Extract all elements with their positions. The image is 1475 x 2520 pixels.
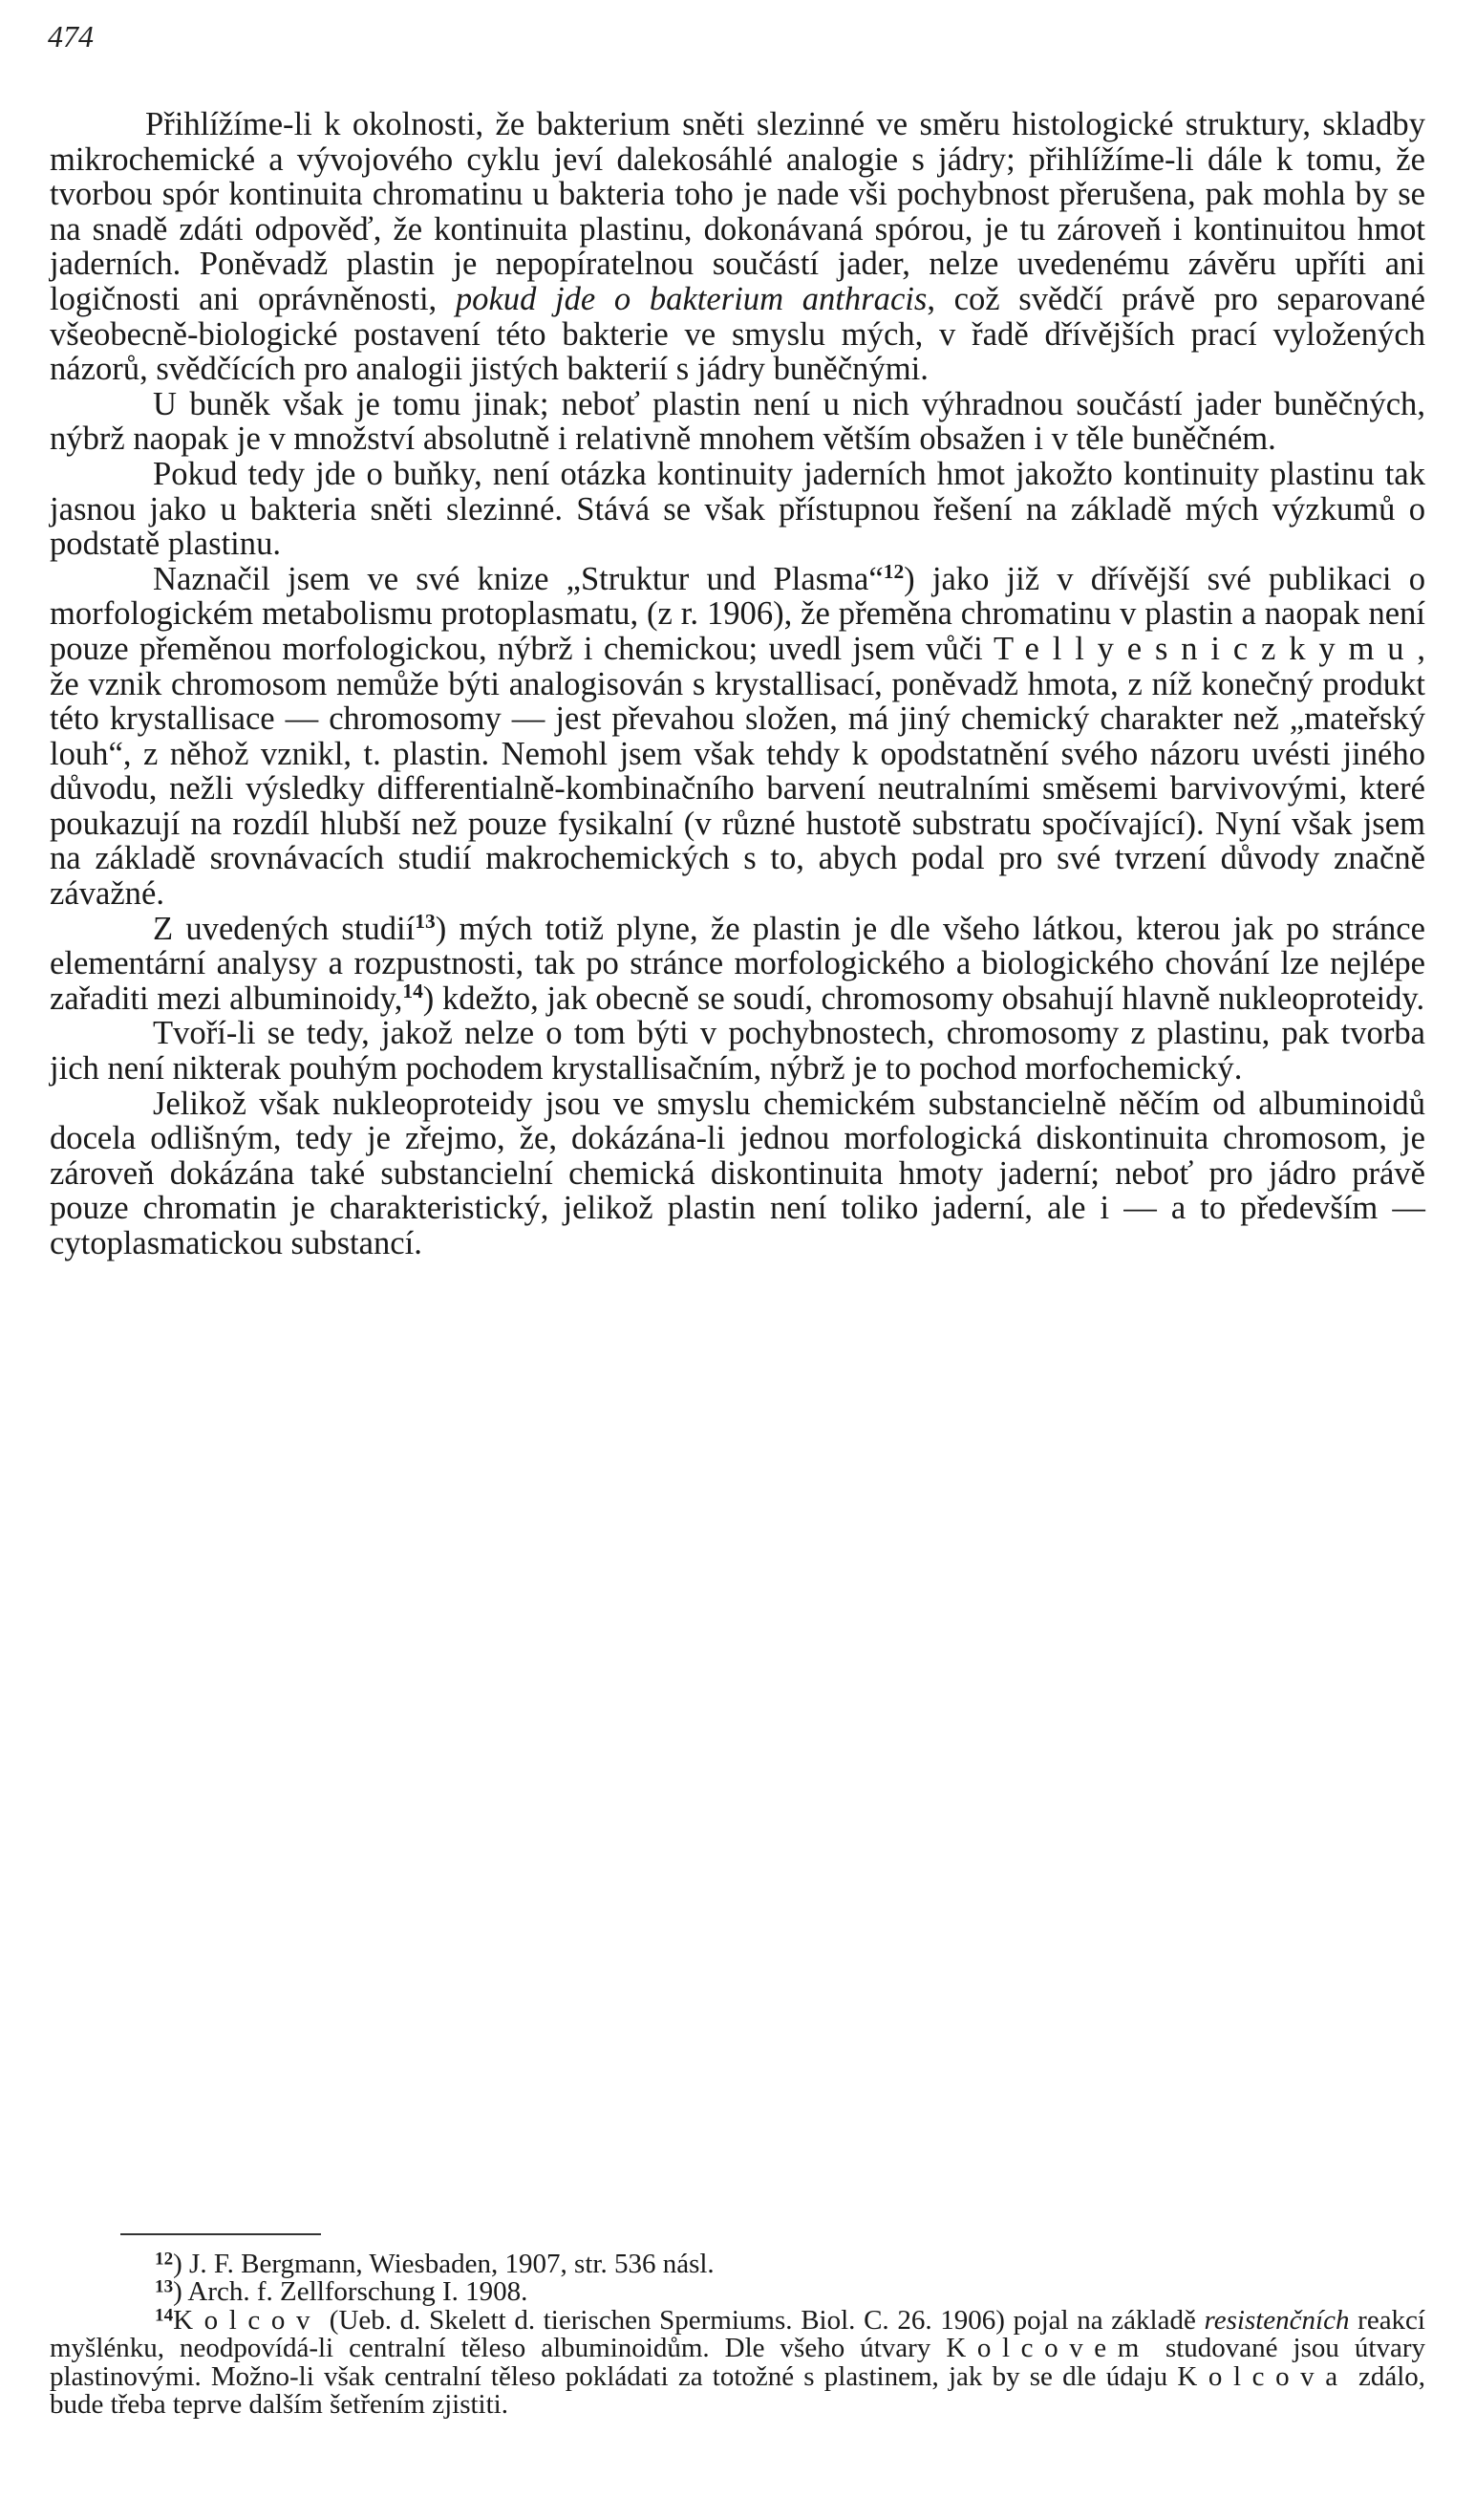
spaced-name-kolcovem: Kolcovem [946, 2333, 1150, 2364]
paragraph-2: U buněk však je tomu jinak; neboť plastin není u nich výhradnou součástí jader buněčných, nýbrž naopak je v množství absolutně i relativně mnohem větším obsažen i v těle buněčném. [50, 385, 1425, 458]
spaced-name-tellyesniczky: Tellyesniczkymu [994, 630, 1418, 667]
footnote-ref-13[interactable]: 13 [415, 909, 436, 933]
emphasis-resistencnich: resistenčních [1204, 2304, 1350, 2336]
footnote-14: $^{14}$Kolcov (Ueb. d. Skelett d. tierischen Spermiums. Biol. C. 26. 1906) pojal na základě resistenčních reakcí myšlénku, neodpovídá-li centralní těleso albuminoidům. Dle všeho útvary Kolcovem studované jsou útvary plastinovými. Možno-li však centralní těleso pokládati za totožné s plastinem, jak by se dle údaju Kolcova zdálo, bude třeba teprve dalším šetřením zjistiti. [50, 2304, 1425, 2421]
paragraph-4: Naznačil jsem ve své knize „Struktur und Plasma“$^{12}$) jako již v dřívější své publikaci o morfologickém metabolismu protoplasmatu, (z r. 1906), že přeměna chromatinu v plastin a naopak není pouze přeměnou morfologickou, nýbrž i chemickou; uvedl jsem vůči Tellyesniczkymu, že vznik chromosom nemůže býti analogisován s krystallisací, poněvadž hmota, z níž konečný produkt této krystallisace — chromosomy — jest převahou složen, má jiný chemický charakter než „mateřský louh“, z něhož vznikl, t. plastin. Nemohl jsem však tehdy k opodstatnění svého názoru uvésti jiného důvodu, nežli výsledky differentialně-kombinačního barvení neutralními směsemi barvivovými, které poukazují na rozdíl hlubší než pouze fysikalní (v různé hustotě substratu spočívající). Nyní však jsem na základě srovnávacích studií makrochemických s to, abych podal pro své tvrzení důvody značně závažné. [50, 559, 1425, 913]
paragraph-3: Pokud tedy jde o buňky, není otázka kontinuity jaderních hmot jakožto kontinuity plastinu tak jasnou jako u bakteria sněti slezinné. Stává se však přístupnou řešení na základě mých výzkumů o podstatě plastinu. [50, 455, 1425, 563]
paragraph-1: Přihlížíme-li k okolnosti, že bakterium sněti slezinné ve směru histologické struktury, skladby mikrochemické a vývojového cyklu jeví dalekosáhlé analogie s jádry; přihlížíme-li dále k tomu, že tvorbou spór kontinuita chromatinu u bakteria toho je nade vši pochybnost přerušena, pak mohla by se na snadě zdáti odpověď, že kontinuita plastinu, dokonávaná spórou, je tu zároveň i kontinuitou hmot jaderních. Poněvadž plastin je nepopíratelnou součástí jader, nelze uvedenému závěru upříti ani logičnosti ani oprávněnosti, pokud jde o bakterium anthracis, což svědčí právě pro separované všeobecně-biologické postavení této bakterie ve smyslu mých, v řadě dřívějších prací vyložených názorů, svědčících pro analogii jistých bakterií s jádry buněčnými. [50, 106, 1425, 388]
paragraph-6: Tvoří-li se tedy, jakož nelze o tom býti v pochybnostech, chromosomy z plastinu, pak tvorba jich není nikterak pouhým pochodem krystallisačním, nýbrž je to pochod morfochemický. [50, 1015, 1425, 1088]
footnote-13: $^{13}$) Arch. f. Zellforschung I. 1908. [155, 2276, 528, 2308]
footnote-mark: 12 [155, 2249, 174, 2270]
body-text [50, 107, 1425, 1261]
footnote-12: $^{12}$) J. F. Bergmann, Wiesbaden, 1907, str. 536 násl. [155, 2249, 715, 2279]
paragraph-5: Z uvedených studií$^{13}$) mých totiž plyne, že plastin je dle všeho látkou, kterou jak po stránce elementární analysy a rozpustnosti, tak po stránce morfologického a biologického chování lze nejlépe zařaditi mezi albuminoidy,$^{14}$) kdežto, jak obecně se soudí, chromosomy obsahují hlavně nukleoproteidy. [50, 909, 1426, 1017]
footnote-ref-12[interactable]: 12 [883, 559, 905, 583]
spaced-name-kolcov: Kolcov [173, 2304, 322, 2336]
footnote-divider [120, 2233, 321, 2235]
emphasis-anthracis: pokud jde o bakterium anthracis [455, 280, 928, 317]
footnotes [50, 2251, 1425, 2419]
spaced-name-kolcova: Kolcova [1177, 2360, 1349, 2392]
paragraph-7: Jelikož však nukleoproteidy jsou ve smyslu chemickém substancielně něčím od albuminoidů docela odlišným, tedy je zřejmo, že, dokázána-li jednou morfologická diskontinuita chromosom, je zároveň dokázána také substancielní chemická diskontinuita hmoty jaderní; neboť pro jádro právě pouze chromatin je charakteristický, jelikož plastin není toliko jaderní, ale i — a to především — cytoplasmatickou substancí. [50, 1085, 1425, 1261]
footnote-mark: 13 [155, 2276, 174, 2297]
footnote-mark: 14 [155, 2305, 174, 2326]
footnote-ref-14[interactable]: 14 [402, 980, 423, 1003]
page-number: 474 [48, 19, 94, 54]
